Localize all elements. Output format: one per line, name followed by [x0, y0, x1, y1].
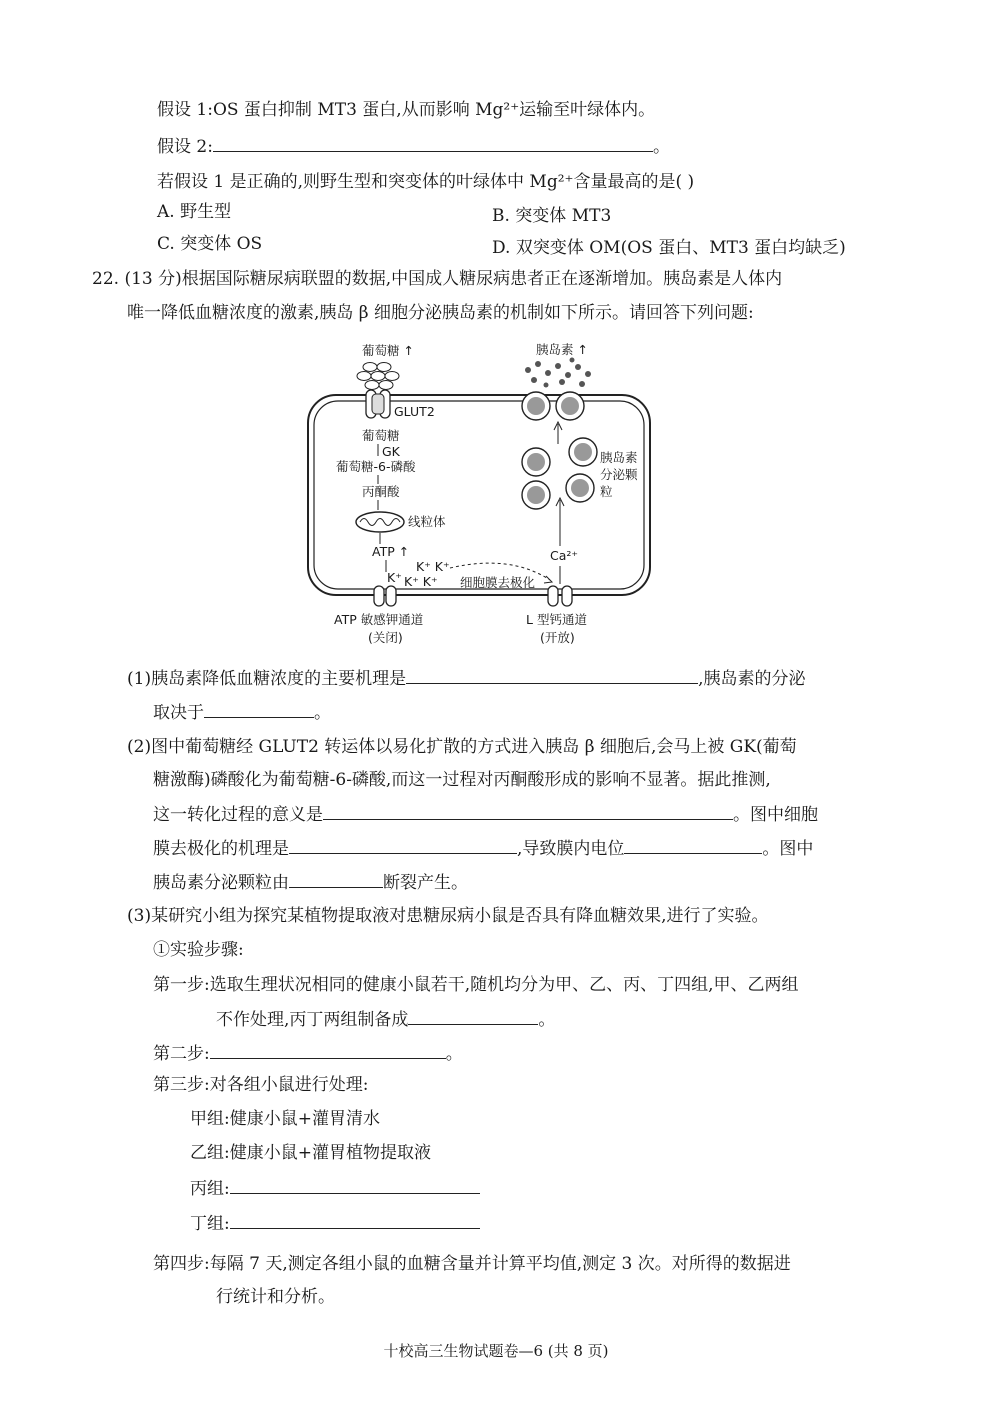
option-b: B. 突变体 MT3	[492, 206, 612, 226]
part1-line1	[127, 665, 806, 691]
k-ions-top: K⁺ K⁺	[416, 559, 450, 574]
part2-text-f: 胰岛素分泌颗粒由	[153, 873, 289, 893]
step4-line1: 第四步:每隔 7 天,测定各组小鼠的血糖含量并计算平均值,测定 3 次。对所得的数据进	[153, 1254, 791, 1274]
granule-label-3: 粒	[600, 484, 613, 499]
part2-text-c: 膜去极化的机理是	[153, 839, 289, 859]
glucose-molecules-icon	[357, 363, 399, 390]
hypothesis-1: 假设 1:OS 蛋白抑制 MT3 蛋白,从而影响 Mg²⁺运输至叶绿体内。	[157, 100, 656, 120]
hypothesis-2	[157, 133, 670, 159]
option-a: A. 野生型	[157, 202, 232, 222]
step3-line: 第三步:对各组小鼠进行处理:	[153, 1075, 369, 1095]
insulin-granules-icon	[522, 392, 597, 509]
part2-blank-potential[interactable]	[624, 835, 762, 854]
part2-line5	[153, 869, 468, 895]
q22-intro-line1: 22. (13 分)根据国际糖尿病联盟的数据,中国成人糖尿病患者正在逐渐增加。胰岛素是人体内	[92, 269, 783, 289]
step1-line2	[216, 1006, 555, 1032]
step2-text-a: 第二步:	[153, 1044, 210, 1064]
gk-label: GK	[382, 444, 400, 459]
part2-blank-origin[interactable]	[289, 869, 383, 888]
cell-membrane-outer	[308, 395, 650, 595]
calcium-channel-state: (开放)	[540, 630, 575, 645]
part2-text-g: 断裂产生。	[383, 873, 468, 893]
part1-text-d: 。	[314, 703, 331, 723]
hypothesis-2-blank[interactable]	[213, 133, 653, 152]
step1-line1: 第一步:选取生理状况相同的健康小鼠若干,随机均分为甲、乙、丙、丁四组,甲、乙两组	[153, 975, 799, 995]
part2-line4	[153, 835, 813, 861]
step4-line2: 行统计和分析。	[216, 1287, 335, 1307]
insulin-label: 胰岛素 ↑	[536, 342, 588, 357]
mitochondrion-label: 线粒体	[408, 514, 446, 529]
option-c: C. 突变体 OS	[157, 234, 263, 254]
group-bing-label: 丙组:	[190, 1179, 230, 1199]
part2-text-d: ,导致膜内电位	[517, 839, 625, 859]
part2-line2: 糖激酶)磷酸化为葡萄糖-6-磷酸,而这一过程对丙酮酸形成的影响不显著。据此推测,	[153, 770, 771, 790]
step2-blank[interactable]	[210, 1040, 446, 1059]
step1-text-b: 。	[538, 1010, 556, 1030]
part2-text-a: 这一转化过程的意义是	[153, 805, 323, 825]
glut2-transporter-icon	[366, 390, 390, 418]
part2-blank-depolarization[interactable]	[289, 835, 517, 854]
part1-line2	[153, 699, 331, 725]
part1-text-b: ,胰岛素的分泌	[698, 669, 806, 689]
released-insulin-icon	[525, 358, 591, 388]
part1-text-a: (1)胰岛素降低血糖浓度的主要机理是	[127, 669, 407, 689]
part1-blank-mechanism[interactable]	[406, 665, 698, 684]
katp-channel-label: ATP 敏感钾通道	[334, 612, 424, 627]
calcium-label: Ca²⁺	[550, 548, 578, 563]
group-ding	[190, 1210, 480, 1236]
depolarization-label: 细胞膜去极化	[460, 575, 536, 590]
part3-steps-title: ①实验步骤:	[153, 940, 244, 960]
hypothesis-2-end: 。	[652, 137, 670, 157]
mg-question: 若假设 1 是正确的,则野生型和突变体的叶绿体中 Mg²⁺含量最高的是( )	[157, 172, 695, 192]
step1-text-a: 不作处理,丙丁两组制备成	[216, 1010, 409, 1030]
step1-blank-model[interactable]	[408, 1006, 538, 1025]
step2-line	[153, 1040, 463, 1066]
part2-line1: (2)图中葡萄糖经 GLUT2 转运体以易化扩散的方式进入胰岛 β 细胞后,会马上被 GK(葡萄	[127, 737, 797, 757]
group-yi: 乙组:健康小鼠+灌胃植物提取液	[190, 1143, 431, 1163]
insulin-secretion-diagram	[300, 340, 700, 660]
atp-label: ATP ↑	[372, 544, 410, 559]
part1-blank-depends[interactable]	[204, 699, 314, 718]
calcium-channel-label: L 型钙通道	[526, 612, 587, 627]
hypothesis-2-label: 假设 2:	[157, 137, 213, 157]
glucose-label: 葡萄糖 ↑	[362, 343, 414, 358]
group-bing-blank[interactable]	[230, 1175, 480, 1194]
q22-intro-line2: 唯一降低血糖浓度的激素,胰岛 β 细胞分泌胰岛素的机制如下所示。请回答下列问题:	[127, 303, 754, 323]
glucose-inside-label: 葡萄糖	[362, 428, 400, 443]
option-d: D. 双突变体 OM(OS 蛋白、MT3 蛋白均缺乏)	[492, 238, 846, 258]
glut2-label: GLUT2	[394, 404, 435, 419]
step2-text-b: 。	[445, 1044, 463, 1064]
katp-channel-state: (关闭)	[368, 630, 403, 645]
part1-text-c: 取决于	[153, 703, 204, 723]
part2-text-e: 。图中	[762, 839, 814, 859]
granule-label-2: 分泌颗	[600, 467, 638, 482]
part2-line3	[153, 801, 818, 827]
group-bing	[190, 1175, 480, 1201]
part2-text-b: 。图中细胞	[733, 805, 818, 825]
group-ding-label: 丁组:	[190, 1214, 230, 1234]
pyruvate-label: 丙酮酸	[362, 484, 400, 499]
k-ions-bottom: K⁺ K⁺	[404, 574, 438, 589]
group-jia: 甲组:健康小鼠+灌胃清水	[190, 1109, 380, 1129]
mitochondrion-icon	[356, 512, 404, 532]
group-ding-blank[interactable]	[230, 1210, 480, 1229]
k-left-label: K⁺	[387, 570, 402, 585]
page-footer: 十校高三生物试题卷—6 (共 8 页)	[383, 1342, 609, 1360]
part2-blank-significance[interactable]	[323, 801, 733, 820]
granule-label-1: 胰岛素	[600, 450, 638, 465]
part3-line1: (3)某研究小组为探究某植物提取液对患糖尿病小鼠是否具有降血糖效果,进行了实验。	[127, 906, 769, 926]
g6p-label: 葡萄糖-6-磷酸	[336, 459, 416, 474]
